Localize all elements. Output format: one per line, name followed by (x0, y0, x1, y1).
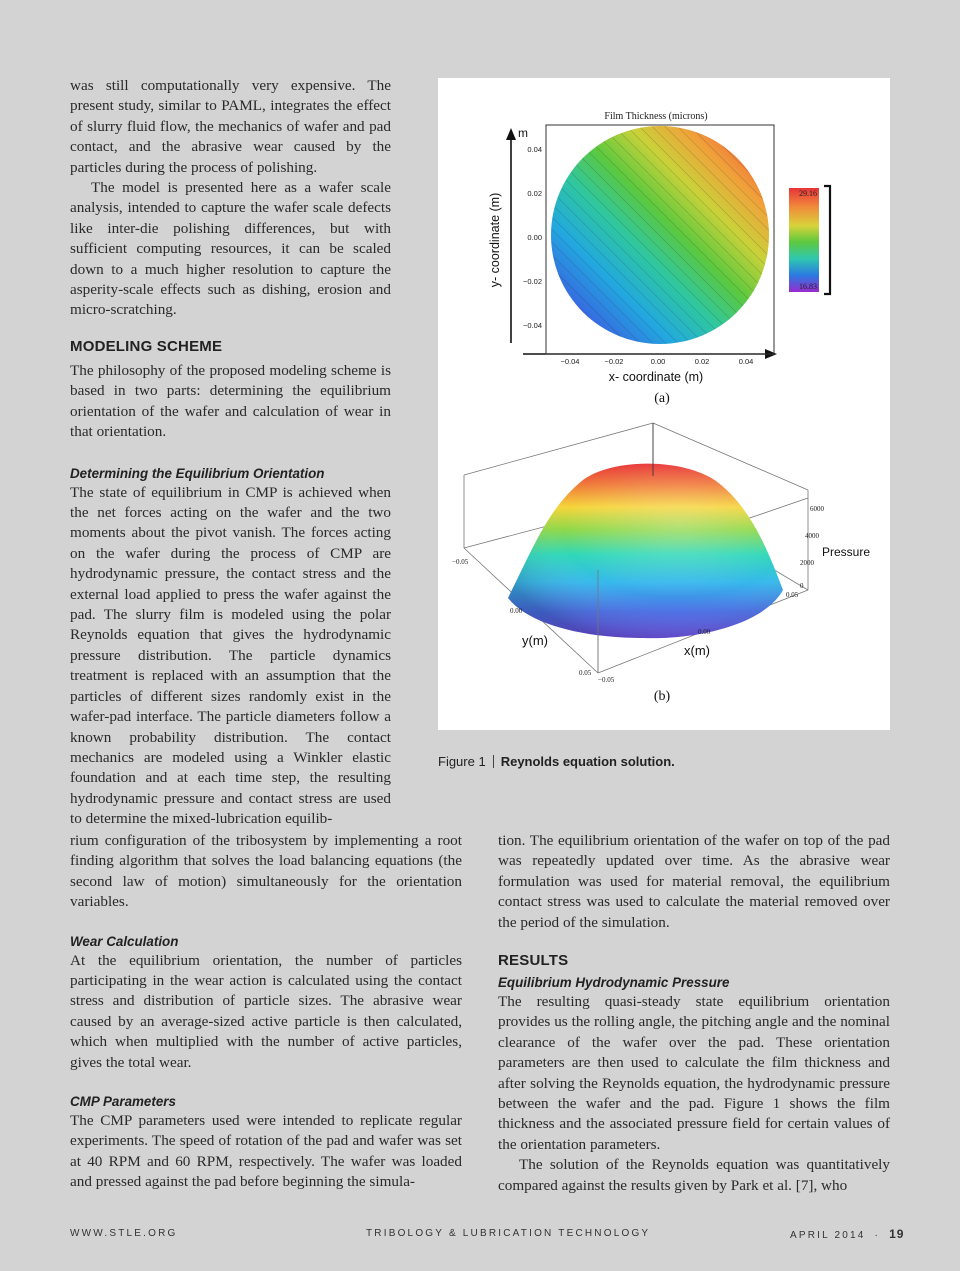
footer-dot: · (874, 1230, 881, 1241)
left-column-bottom (70, 831, 462, 1193)
tick: −0.05 (598, 676, 615, 684)
footer-issue (790, 1227, 904, 1241)
z-tick: 2000 (800, 559, 814, 567)
y-arrow-head (506, 128, 516, 140)
footer-journal: TRIBOLOGY & LUBRICATION TECHNOLOGY (366, 1228, 651, 1239)
z-axis-label: Pressure (822, 545, 871, 559)
caption-text: Reynolds equation solution. (500, 754, 675, 769)
section-heading-results: RESULTS (498, 952, 569, 970)
panel-label-b: (b) (653, 689, 671, 704)
subheading-equilibrium: Determining the Equilibrium Orientation (70, 465, 325, 481)
caption-separator (493, 755, 494, 768)
paragraph: The model is presented here as a wafer scale analysis, intended to capture the wafer scale defects like inter-die polishing differences, but with sufficient computing resources, it can be scaled down to a much higher resolution to capture the asperity-scale effects such as dishing, erosion and micro-scratching. (70, 179, 391, 319)
page-number: 19 (889, 1227, 905, 1241)
subheading-hydrodynamic: Equilibrium Hydrodynamic Pressure (498, 975, 730, 991)
figure-b (452, 423, 870, 704)
paragraph: At the equilibrium orientation, the number of particles participating in the wear action is calculated using the contact stress and distribution of particle sizes. The abrasive wear caused by an average-sized active particle is then calculated, which when multiplied with the number of active particles, gives the total wear. (70, 951, 462, 1071)
x-tick: 0.00 (650, 357, 666, 366)
section-heading-modeling: MODELING SCHEME (70, 338, 223, 355)
figure-caption (438, 754, 675, 769)
z-tick: 0 (800, 582, 804, 590)
paragraph: The philosophy of the proposed modeling scheme is based in two parts: determining the equilibrium orientation of the wafer and calculation of wear in that orientation. (70, 362, 391, 441)
tick: 0.00 (698, 628, 711, 636)
paragraph: The CMP parameters used were intended to replicate regular experiments. The speed of rotation of the pad and wafer was set at 40 RPM and 60 RPM, respectively. The wafer was loaded and pressed against the pad before beginning the simula- (70, 1112, 462, 1191)
paragraph: The solution of the Reynolds equation was quantitatively compared against the results given by Park et al. [7], who (498, 1156, 890, 1194)
paragraph: The state of equilibrium in CMP is achieved when the net forces acting on the wafer and the two moments about the pivot vanish. The forces acting on the wafer during the process of CMP are hydrodynamic pressure, the contact stress and the external load applied to press the wafer against the pad. The slurry film is modeled using the polar Reynolds equation that gives the hydrodynamic pressure distribution. The particle dynamics treatment is replaced with an assumption that the particles of different sizes randomly exist in the wafer-pad interface. The particle diameters follow a known probability distribution. The contact mechanics are modeled using a Winkler elastic foundation and at each time step, the resulting hydrodynamic pressure and contact stress are used to determine the mixed-lubrication equilib- (70, 483, 391, 828)
x-tick: −0.04 (560, 357, 580, 366)
figure-graphic (438, 78, 890, 730)
footer-date: APRIL 2014 (790, 1230, 866, 1241)
tick: −0.05 (452, 558, 469, 566)
unit-m: m (518, 126, 528, 140)
modeling-section (70, 338, 391, 830)
tick: 0.05 (786, 591, 799, 599)
paragraph: tion. The equilibrium orientation of the wafer on top of the pad was repeatedly updated over time. As the abrasive wear formulation was used for material removal, the equilibrium contact stress was used to calculate the material removed over the period of the simulation. (498, 832, 890, 931)
figure-1 (438, 78, 890, 730)
y-tick: 0.04 (527, 145, 542, 154)
figure-a (488, 111, 830, 406)
figure-a-title: Film Thickness (microns) (604, 111, 708, 122)
z-tick: 4000 (805, 532, 819, 540)
paragraph: rium configuration of the tribosystem by implementing a root finding algorithm that solves the load balancing equations (the second law of motion) simultaneously for the orientation variables. (70, 832, 462, 911)
x-tick: −0.02 (604, 357, 624, 366)
contour-lines (548, 123, 773, 348)
caption-number: Figure 1 (438, 754, 486, 769)
subheading-wear: Wear Calculation (70, 933, 179, 949)
paragraph: The resulting quasi-steady state equilibrium orientation provides us the rolling angle, the pitching angle and the nominal clearance of the wafer over the pad. These orientation parameters are then used to calculate the film thickness and after solving the Reynolds equation, the hydrodynamic pressure between the wafer and the pad. Figure 1 shows the film thickness and the associated pressure field for certain values of the orientation parameters. (498, 993, 890, 1153)
y-tick: −0.02 (523, 277, 542, 286)
y-tick: −0.04 (523, 321, 542, 330)
colorbar-max: 29.16 (799, 189, 817, 198)
y-axis-label: y- coordinate (m) (488, 192, 502, 288)
paragraph: was still computationally very expensive. The present study, similar to PAML, integrates the effect of slurry fluid flow, the mechanics of wafer and pad contact, and the abrasive wear caused by the particles during the process of polishing. (70, 77, 391, 176)
y-axis-label-3d: y(m) (522, 633, 548, 648)
footer-url: WWW.STLE.ORG (70, 1228, 178, 1239)
x-axis-label: x- coordinate (m) (608, 370, 704, 384)
dome-shading (508, 464, 783, 639)
left-column-top (70, 76, 391, 321)
tick: 0.05 (579, 669, 592, 677)
y-tick: 0.02 (527, 189, 542, 198)
subheading-cmp: CMP Parameters (70, 1094, 176, 1110)
tick: 0.00 (510, 607, 523, 615)
y-tick: 0.00 (527, 233, 542, 242)
right-column-bottom (498, 831, 890, 1196)
panel-label-a: (a) (654, 391, 670, 406)
colorbar-bracket (824, 186, 830, 294)
x-tick: 0.04 (738, 357, 754, 366)
colorbar (789, 188, 819, 292)
colorbar-min: 16.83 (799, 282, 817, 291)
x-tick: 0.02 (694, 357, 710, 366)
x-axis-label-3d: x(m) (684, 643, 710, 658)
z-tick: 6000 (810, 505, 824, 513)
